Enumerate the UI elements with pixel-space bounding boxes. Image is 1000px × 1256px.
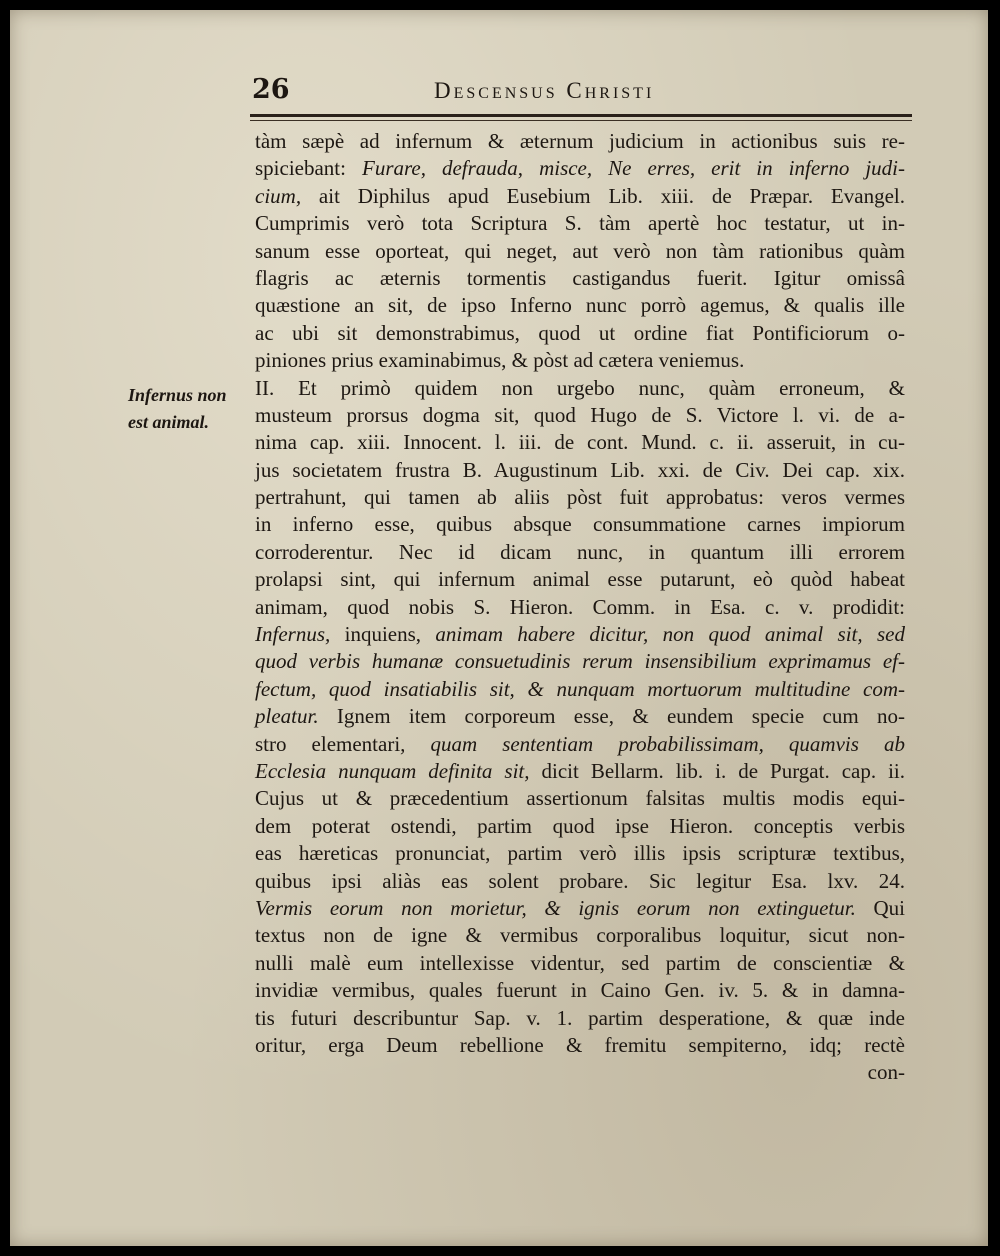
text-line — [255, 429, 905, 456]
text-segment: quibus ipsi aliàs eas solent probare. Sic legitur Esa. lxv. 24. — [255, 868, 905, 893]
text-segment: corroderentur. Nec id dicam nunc, in quantum illi errorem — [255, 539, 905, 564]
text-line — [255, 785, 905, 812]
text-line — [255, 210, 905, 237]
text-line — [255, 703, 905, 730]
text-segment: II. Et primò quidem non urgebo nunc, quàm erroneum, & — [255, 375, 905, 400]
text-segment: nima cap. xiii. Innocent. l. iii. de cont. Mund. c. ii. asseruit, in cu- — [255, 430, 905, 455]
text-line — [255, 676, 905, 703]
text-segment: jus societatem frustra B. Augustinum Lib. xxi. de Civ. Dei cap. xix. — [255, 457, 905, 482]
text-segment: textus non de igne & vermibus corporalibus loquitur, sicut non- — [255, 923, 905, 948]
text-segment: stro elementari — [255, 731, 401, 756]
text-segment: dem poterat ostendi, partim quod ipse Hieron. conceptis verbis — [255, 813, 905, 838]
text-segment: ac ubi sit demonstrabimus, quod ut ordine fiat Pontificiorum o- — [255, 320, 905, 345]
text-line — [255, 868, 905, 895]
text-line — [255, 895, 905, 922]
text-line — [255, 484, 905, 511]
text-segment: in inferno esse, quibus absque consummatione carnes impiorum — [255, 512, 905, 537]
text-line — [255, 265, 905, 292]
text-segment: oritur, erga Deum rebellione & fremitu sempiterno, idq; rectè — [255, 1032, 905, 1057]
text-segment: spiciebant: — [255, 156, 362, 181]
text-segment: pertrahunt, qui tamen ab aliis pòst fuit approbatus: veros vermes — [255, 485, 905, 510]
text-segment: nulli malè eum intellexisse videntur, sed partim de conscientiæ & — [255, 950, 905, 975]
text-segment: sanum esse oporteat, qui neget, aut verò non tàm rationibus quàm — [255, 238, 905, 263]
text-segment: , quam sententiam probabilissimam, quamvis ab — [400, 731, 905, 756]
text-line — [255, 566, 905, 593]
running-head: Descensus Christi — [434, 78, 655, 103]
text-line — [255, 840, 905, 867]
text-line — [255, 648, 905, 675]
catchword: con- — [867, 1060, 905, 1085]
text-segment: Ecclesia nunquam definita sit, — [255, 758, 530, 783]
text-segment: tàm sæpè ad infernum & æternum judicium in actionibus suis re- — [255, 129, 905, 153]
text-line — [255, 402, 905, 429]
text-segment: fectum, quod insatiabilis sit, & nunquam mortuorum multitudine com- — [255, 676, 905, 701]
text-segment: piniones prius examinabimus, & pòst ad cætera veniemus. — [255, 348, 745, 373]
text-segment: ait Diphilus apud Eusebium Lib. xiii. de Præpar. Evangel. — [301, 183, 905, 208]
text-segment: flagris ac æternis tormentis castigandus fuerit. Igitur omissâ — [255, 265, 905, 290]
text-line — [255, 950, 905, 977]
margin-note — [128, 382, 248, 436]
margin-note-line: Infernus non — [128, 385, 227, 405]
text-segment: musteum prorsus dogma sit, quod Hugo de S. Victore l. vi. de a- — [255, 402, 905, 427]
text-line — [255, 621, 905, 648]
text-segment: prolapsi sint, qui infernum animal esse putarunt, eò quòd habeat — [255, 567, 905, 592]
text-segment: animam, quod nobis S. Hieron. Comm. in Esa. c. v. prodidit: — [255, 594, 905, 619]
text-line — [255, 977, 905, 1004]
text-segment: dicit Bellarm. lib. i. de Purgat. cap. ii. — [529, 758, 906, 783]
text-segment: Qui — [855, 895, 905, 920]
text-segment: tis futuri describuntur Sap. v. 1. partim desperatione, & quæ inde — [255, 1005, 905, 1030]
text-segment: animam habere dicitur, non quod animal sit, sed — [435, 622, 905, 647]
text-segment: inquiens, — [330, 622, 436, 647]
text-segment: eas hæreticas pronunciat, partim verò illis ipsis scripturæ textibus, — [255, 841, 905, 866]
text-segment: pleatur. — [255, 704, 319, 729]
page-header — [248, 72, 918, 112]
text-line — [255, 320, 905, 347]
text-line — [255, 292, 905, 319]
text-segment: Cumprimis verò tota Scriptura S. tàm apertè hoc testatur, ut in- — [255, 211, 905, 236]
header-rule-thin — [250, 120, 912, 121]
page-number: 26 — [252, 74, 290, 105]
text-line — [255, 238, 905, 265]
text-segment: Furare, defrauda, misce, Ne erres, erit in inferno judi- — [362, 156, 905, 181]
text-line — [255, 457, 905, 484]
header-rule — [250, 114, 912, 117]
text-line — [255, 1005, 905, 1032]
text-line — [255, 347, 905, 374]
body-text — [255, 128, 905, 1087]
text-line — [255, 731, 905, 758]
text-line — [255, 539, 905, 566]
text-line — [255, 922, 905, 949]
text-segment: Ignem item corporeum esse, & eundem specie cum no- — [318, 704, 905, 729]
text-segment: cium, — [255, 183, 302, 208]
text-line — [255, 128, 905, 155]
text-line — [255, 813, 905, 840]
text-line — [255, 375, 905, 402]
text-line — [255, 183, 905, 210]
text-line — [255, 1032, 905, 1059]
text-segment: quod verbis humanæ consuetudinis rerum insensibilium exprimamus ef- — [255, 649, 905, 674]
text-segment: Cujus ut & præcedentium assertionum falsitas multis modis equi- — [255, 786, 905, 811]
text-segment: quæstione an sit, de ipso Inferno nunc porrò agemus, & qualis ille — [255, 293, 905, 318]
margin-note-line: est animal. — [128, 412, 210, 432]
text-segment: Infernus, — [255, 622, 331, 647]
text-segment: invidiæ vermibus, quales fuerunt in Caino Gen. iv. 5. & in damna- — [255, 978, 905, 1003]
text-line — [255, 511, 905, 538]
text-segment: Vermis eorum non morietur, & ignis eorum non extinguetur. — [255, 895, 856, 920]
text-line — [255, 155, 905, 182]
text-line — [255, 594, 905, 621]
text-line — [255, 758, 905, 785]
